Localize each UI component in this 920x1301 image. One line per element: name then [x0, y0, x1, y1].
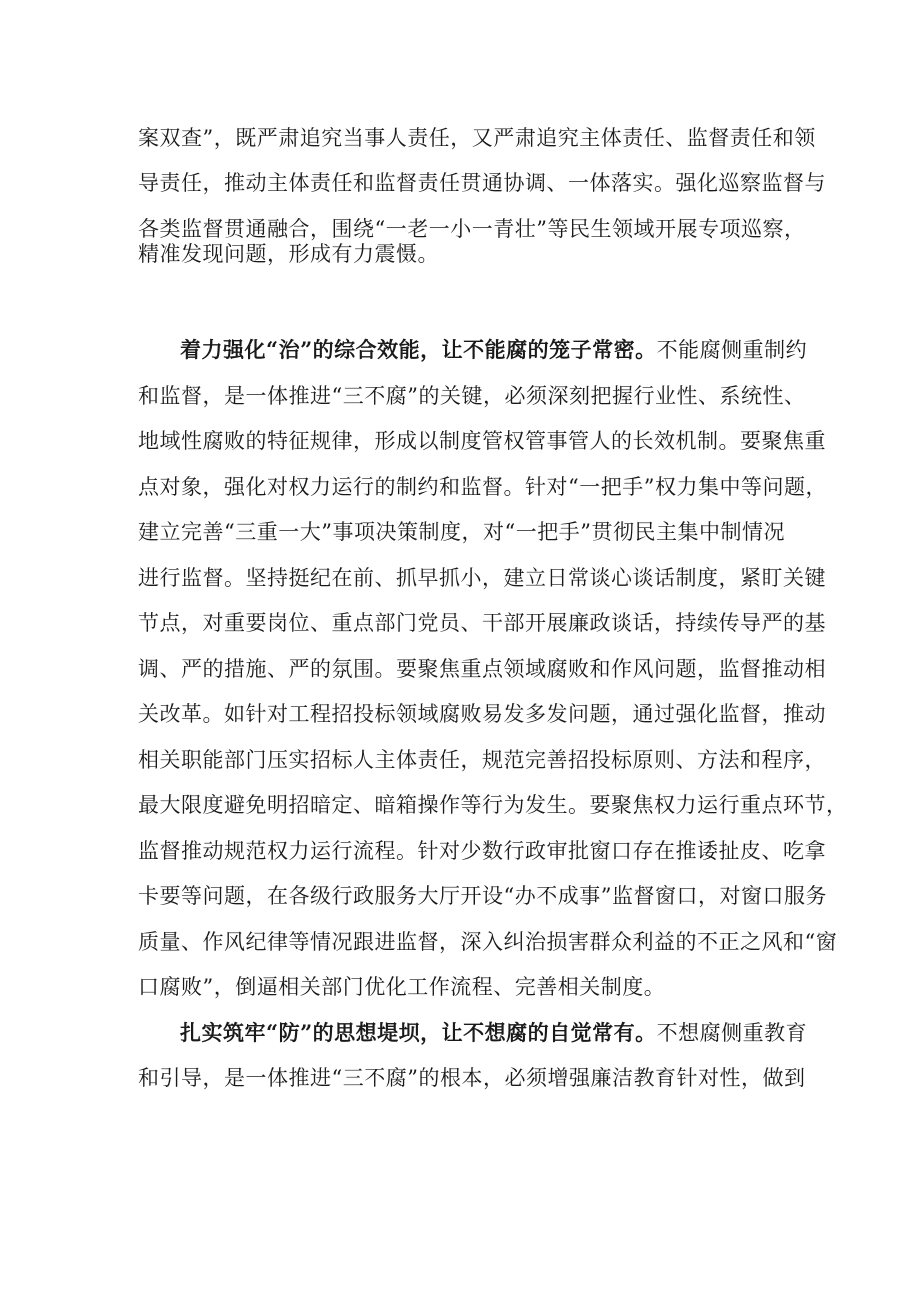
para2-line-6: 节点，对重要岗位、重点部门党员、干部开展廉政谈话，持续传导严的基 — [138, 611, 826, 635]
para2-first-line-rest: 不能腐侧重制约 — [656, 338, 808, 362]
para2-line-2: 地域性腐败的特征规律，形成以制度管权管事管人的长效机制。要聚焦重 — [138, 429, 826, 453]
para2-line-5: 进行监督。坚持挺纪在前、抓早抓小，建立日常谈心谈话制度，紧盯关键 — [138, 566, 826, 590]
para2-line-10: 最大限度避免明招暗定、暗箱操作等行为发生。要聚焦权力运行重点环节， — [138, 793, 848, 817]
para2-line-11: 监督推动规范权力运行流程。针对少数行政审批窗口存在推诿扯皮、吃拿 — [138, 839, 826, 863]
para3-heading: 扎实筑牢“防”的思想堤坝，让不想腐的自觉常有。 — [180, 1020, 657, 1045]
para2-line-12: 卡要等问题，在各级行政服务大厅开设“办不成事”监督窗口，对窗口服务 — [138, 884, 827, 908]
para2-first-line — [180, 335, 807, 365]
para2-heading: 着力强化“治”的综合效能，让不能腐的笼子常密。 — [180, 337, 657, 362]
para1-line-1: 案双查”，既严肃追究当事人责任，又严肃追究主体责任、监督责任和领 — [138, 126, 816, 150]
para2-line-3: 点对象，强化对权力运行的制约和监督。针对“一把手”权力集中等问题， — [138, 475, 827, 499]
para3-line-1: 和引导，是一体推进“三不腐”的根本，必须增强廉洁教育针对性，做到 — [138, 1066, 806, 1090]
para2-line-13: 质量、作风纪律等情况跟进监督，深入纠治损害群众利益的不正之风和“窗 — [138, 930, 838, 954]
para2-line-9: 相关职能部门压实招标人主体责任，规范完善招投标原则、方法和程序， — [138, 748, 826, 772]
para3-first-line — [180, 1018, 807, 1048]
para1-line-3: 各类监督贯通融合，围绕“一老一小一青壮”等民生领域开展专项巡察， — [138, 217, 806, 241]
para1-line-4: 精准发现问题，形成有力震慑。 — [138, 242, 439, 266]
para2-line-7: 调、严的措施、严的氛围。要聚焦重点领域腐败和作风问题，监督推动相 — [138, 657, 826, 681]
para2-line-14: 口腐败”，倒逼相关部门优化工作流程、完善相关制度。 — [138, 975, 666, 999]
para3-first-line-rest: 不想腐侧重教育 — [656, 1021, 808, 1045]
para2-line-4: 建立完善“三重一大”事项决策制度，对“一把手”贯彻民主集中制情况 — [138, 520, 785, 544]
para2-line-1: 和监督，是一体推进“三不腐”的关键，必须深刻把握行业性、系统性、 — [138, 384, 806, 408]
para1-line-2: 导责任，推动主体责任和监督责任贯通协调、一体落实。强化巡察监督与 — [138, 171, 826, 195]
para2-line-8: 关改革。如针对工程招投标领域腐败易发多发问题，通过强化监督，推动 — [138, 702, 826, 726]
